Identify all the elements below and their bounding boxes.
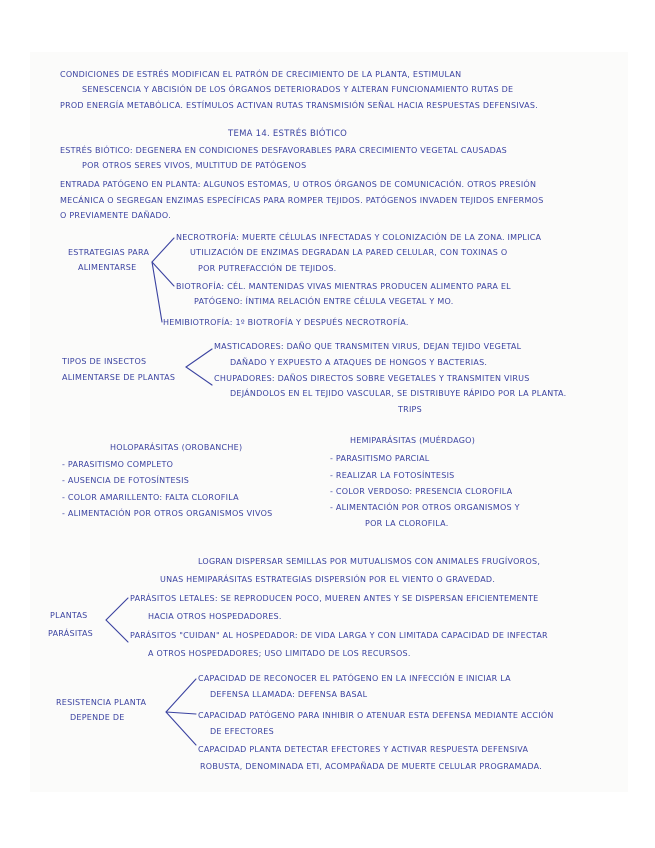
detectar-line-2: ROBUSTA, DENOMINADA ETI, ACOMPAÑADA DE MUERTE CELULAR PROGRAMADA. <box>200 762 543 771</box>
intro-line-1: CONDICIONES DE ESTRÉS MODIFICAN EL PATRÓN DE CRECIMIENTO DE LA PLANTA, ESTIMULAN <box>60 70 462 79</box>
insects-label-1: TIPOS DE INSECTOS <box>62 357 147 366</box>
masticadores-line-2: DAÑADO Y EXPUESTO A ATAQUES DE HONGOS Y BACTERIAS. <box>230 358 488 367</box>
hemibiotrofia-line: HEMIBIOTROFÍA: 1º BIOTROFÍA Y DESPUÉS NECROTROFÍA. <box>163 318 409 327</box>
hemi-item-3: - COLOR VERDOSO: PRESENCIA CLOROFILA <box>330 487 513 496</box>
parasitic-label-2: PARÁSITAS <box>48 629 93 638</box>
necrotrofia-line-2: UTILIZACIÓN DE ENZIMAS DEGRADAN LA PARED CELULAR, CON TOXINAS O <box>190 248 508 257</box>
holo-item-4: - ALIMENTACIÓN POR OTROS ORGANISMOS VIVOS <box>62 509 273 518</box>
chupadores-line-1: CHUPADORES: DAÑOS DIRECTOS SOBRE VEGETALES Y TRANSMITEN VIRUS <box>214 374 530 383</box>
chupadores-line-2: DEJÁNDOLOS EN EL TEJIDO VASCULAR, SE DISTRIBUYE RÁPIDO POR LA PLANTA. <box>230 389 567 398</box>
strategies-label-1: ESTRATEGIAS PARA <box>68 248 150 257</box>
trips-note: TRIPS <box>398 405 422 414</box>
holoparasites-title: HOLOPARÁSITAS (OROBANCHE) <box>110 443 243 452</box>
entry-line-1: ENTRADA PATÓGENO EN PLANTA: ALGUNOS ESTOMAS, U OTROS ÓRGANOS DE COMUNICACIÓN. OTROS PRESIÓN <box>60 180 537 189</box>
definition-line-1: ESTRÉS BIÓTICO: DEGENERA EN CONDICIONES DESFAVORABLES PARA CRECIMIENTO VEGETAL CAUSADAS <box>60 146 507 155</box>
hemi-item-2: - REALIZAR LA FOTOSÍNTESIS <box>330 471 455 480</box>
reconocer-line-2: DEFENSA LLAMADA: DEFENSA BASAL <box>210 690 368 699</box>
letales-line-1: PARÁSITOS LETALES: SE REPRODUCEN POCO, MUEREN ANTES Y SE DISPERSAN EFICIENTEMENTE <box>130 594 539 603</box>
holo-item-2: - AUSENCIA DE FOTOSÍNTESIS <box>62 476 190 485</box>
hemi-item-4: - ALIMENTACIÓN POR OTROS ORGANISMOS Y <box>330 503 520 512</box>
biotrofia-line-1: BIOTROFÍA: CÉL. MANTENIDAS VIVAS MIENTRAS PRODUCEN ALIMENTO PARA EL <box>176 282 511 291</box>
resistance-label-1: RESISTENCIA PLANTA <box>56 698 147 707</box>
entry-line-2: MECÁNICA O SEGREGAN ENZIMAS ESPECÍFICAS PARA ROMPER TEJIDOS. PATÓGENOS INVADEN TEJIDOS ENFERMOS <box>60 196 544 205</box>
inhibir-line-1: CAPACIDAD PATÓGENO PARA INHIBIR O ATENUAR ESTA DEFENSA MEDIANTE ACCIÓN <box>198 711 554 720</box>
hemiparasites-title: HEMIPARÁSITAS (MUÉRDAGO) <box>350 436 476 445</box>
biotrofia-line-2: PATÓGENO: ÍNTIMA RELACIÓN ENTRE CÉLULA VEGETAL Y MO. <box>194 297 454 306</box>
entry-line-3: O PREVIAMENTE DAÑADO. <box>60 211 171 220</box>
holo-item-1: - PARASITISMO COMPLETO <box>62 460 174 469</box>
dispersal-line-2: UNAS HEMIPARÁSITAS ESTRATEGIAS DISPERSIÓN POR EL VIENTO O GRAVEDAD. <box>160 575 496 584</box>
cuidan-line-2: A OTROS HOSPEDADORES; USO LIMITADO DE LOS RECURSOS. <box>148 649 411 658</box>
intro-line-3: PROD ENERGÍA METABÓLICA. ESTÍMULOS ACTIVAN RUTAS TRANSMISIÓN SEÑAL HACIA RESPUESTAS DEFENSIVAS. <box>60 101 538 110</box>
resistance-label-2: DEPENDE DE <box>70 713 125 722</box>
parasitic-label-1: PLANTAS <box>50 611 88 620</box>
reconocer-line-1: CAPACIDAD DE RECONOCER EL PATÓGENO EN LA INFECCIÓN E INICIAR LA <box>198 674 511 683</box>
holo-item-3: - COLOR AMARILLENTO: FALTA CLOROFILA <box>62 493 239 502</box>
hemi-item-5: POR LA CLOROFILA. <box>365 519 449 528</box>
necrotrofia-line-3: POR PUTREFACCIÓN DE TEJIDOS. <box>198 264 337 273</box>
inhibir-line-2: DE EFECTORES <box>210 727 274 736</box>
definition-line-2: POR OTROS SERES VIVOS, MULTITUD DE PATÓGENOS <box>82 161 307 170</box>
letales-line-2: HACIA OTROS HOSPEDADORES. <box>148 612 282 621</box>
strategies-label-2: ALIMENTARSE <box>78 263 137 272</box>
intro-line-2: SENESCENCIA Y ABCISIÓN DE LOS ÓRGANOS DETERIORADOS Y ALTERAN FUNCIONAMIENTO RUTAS DE <box>82 85 514 94</box>
insects-label-2: ALIMENTARSE DE PLANTAS <box>62 373 176 382</box>
cuidan-line-1: PARÁSITOS "CUIDAN" AL HOSPEDADOR: DE VIDA LARGA Y CON LIMITADA CAPACIDAD DE INFECTAR <box>130 631 548 640</box>
masticadores-line-1: MASTICADORES: DAÑO QUE TRANSMITEN VIRUS, DEJAN TEJIDO VEGETAL <box>214 342 522 351</box>
topic-title: TEMA 14. ESTRÉS BIÓTICO <box>228 129 348 139</box>
necrotrofia-line-1: NECROTROFÍA: MUERTE CÉLULAS INFECTADAS Y COLONIZACIÓN DE LA ZONA. IMPLICA <box>176 233 542 242</box>
dispersal-line-1: LOGRAN DISPERSAR SEMILLAS POR MUTUALISMOS CON ANIMALES FRUGÍVOROS, <box>198 557 541 566</box>
hemi-item-1: - PARASITISMO PARCIAL <box>330 454 430 463</box>
detectar-line-1: CAPACIDAD PLANTA DETECTAR EFECTORES Y ACTIVAR RESPUESTA DEFENSIVA <box>198 745 529 754</box>
